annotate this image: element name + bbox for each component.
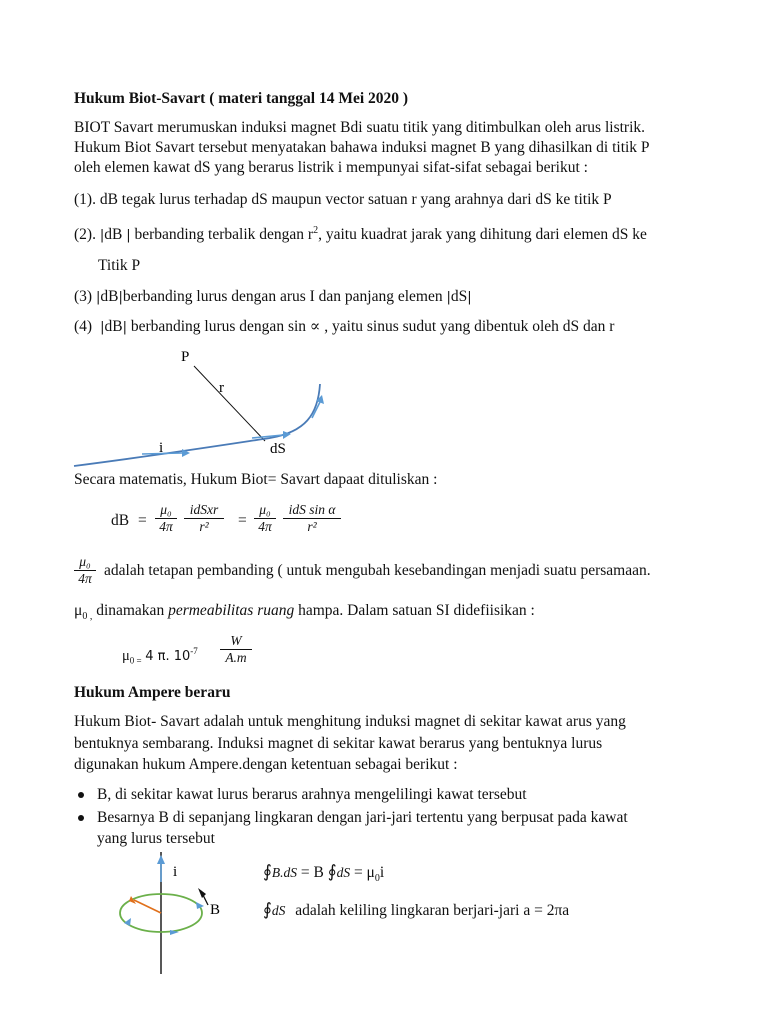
ds-label: dS [270, 441, 286, 457]
formula-lhs: dB [111, 512, 130, 529]
current-arrow-head [157, 855, 165, 864]
permeability-term: permeabilitas ruang [168, 602, 295, 619]
property-2-number: (2). [74, 226, 96, 244]
db-magnitude: dB [104, 226, 123, 244]
equation-equals-mu: = μ [350, 864, 375, 881]
biot-savart-diagram [0, 340, 768, 470]
contour-integral-symbol: ∮ [263, 862, 272, 882]
point-p-label: P [181, 349, 190, 365]
mu-symbol: μ [74, 602, 83, 619]
db-magnitude: dB [104, 318, 123, 335]
ampere-equation [263, 862, 384, 889]
property-4: (4) |dB| berbanding lurus dengan sin ∝ , yaitu sinus sudut yang dibentuk oleh dS dan r [74, 318, 615, 335]
intro-line: oleh elemen kawat dS yang berarus listrik i mempunyai sifat-sifat sebagai berikut : [74, 159, 588, 176]
b-direction-arrow-head [198, 888, 206, 898]
permeability-text-a: dinamakan [92, 602, 169, 619]
section-title-biot-savart: Hukum Biot-Savart ( materi tanggal 14 Mei 2020 ) [74, 90, 409, 107]
ds-magnitude: dS [450, 288, 468, 305]
circumference-text: adalah keliling lingkaran berjari-jari a = 2πa [295, 902, 570, 919]
intro-line: bentuknya sembarang. Induksi magnet di sekitar kawat berarus yang bentuknya lurus [74, 735, 603, 752]
equals-sign: = [238, 512, 247, 529]
property-4-number: (4) [74, 318, 93, 335]
contour-integral-symbol: ∮ [263, 900, 272, 920]
mu-subscript: 0 , [82, 611, 93, 623]
property-2-text-cont: , yaitu kuadrat jarak yang dihitung dari elemen dS ke [318, 226, 647, 244]
intro-line: Hukum Biot- Savart adalah untuk menghitung induksi magnet di sekitar kawat arus yang [74, 713, 626, 730]
integrand-ds: dS [336, 865, 351, 880]
bullet-point [78, 792, 84, 798]
property-4-text: berbanding lurus dengan sin ∝ , yaitu sinus sudut yang dibentuk oleh dS dan r [130, 318, 615, 335]
bullet-text: B, di sekitar kawat lurus berarus arahnya mengelilingi kawat tersebut [97, 786, 527, 803]
current-i-label: i [159, 440, 164, 456]
integrand-ds: dS [271, 903, 286, 918]
property-2-continuation: Titik P [98, 257, 141, 274]
property-2: (2). |dB | berbanding terbalik dengan $r^2$, yaitu kuadrat jarak yang dihitung dari elemen dS ke [74, 225, 647, 244]
unit-fraction: $\frac{W}{A.m}$ [220, 633, 252, 666]
permeability-line [74, 601, 535, 627]
current-i-label: i [173, 864, 178, 880]
equation-current: i [379, 864, 385, 881]
circumference-equation [263, 900, 569, 921]
constant-explanation: adalah tetapan pembanding ( untuk mengubah kesebandingan menjadi suatu persamaan. [104, 562, 651, 579]
property-3-text: berbanding lurus dengan arus I dan panjang elemen [122, 288, 443, 305]
radius-vector-line [194, 366, 265, 441]
cross-product-fraction: idSxr r² [184, 502, 224, 535]
intro-line: Hukum Biot Savart tersebut menyatakan bahawa induksi magnet B yang dihasilkan di titik P [74, 139, 650, 156]
integrand-b-ds: B.dS [271, 865, 297, 880]
equation-middle: = B [296, 864, 328, 881]
bullet-point [78, 815, 84, 821]
mu-zero-value [122, 642, 198, 671]
section-title-ampere: Hukum Ampere beraru [74, 684, 231, 701]
mu-symbol: μ [122, 647, 130, 664]
property-3-number: (3) [74, 288, 93, 305]
permeability-text-b: hampa. Dalam satuan SI didefiisikan : [294, 602, 535, 619]
sine-fraction: idS sin α r² [283, 502, 341, 535]
mu-value-number: 4 π. 10 [145, 648, 191, 664]
equals-sign: = [138, 512, 147, 529]
property-2-text: berbanding terbalik dengan r [134, 226, 314, 244]
bullet-text: Besarnya B di sepanjang lingkaran dengan jari-jari tertentu yang berpusat pada kawat [97, 809, 628, 826]
property-3: (3) |dB|berbanding lurus dengan arus I dan panjang elemen |dS| [74, 288, 472, 305]
mu-over-4pi-fraction: $\frac{\text{μ₀}}{4\pi}$ [254, 502, 276, 535]
mu-value-exponent: -7 [190, 646, 198, 656]
db-magnitude: dB [100, 288, 119, 305]
b-field-label: B [210, 902, 221, 918]
intro-line: BIOT Savart merumuskan induksi magnet Bdi suatu titik yang ditimbulkan oleh arus listrik. [74, 119, 645, 136]
mu-subscript: 0 = [129, 655, 142, 666]
math-intro: Secara matematis, Hukum Biot= Savart dapaat dituliskan : [74, 471, 438, 488]
intro-line: digunakan hukum Ampere.dengan ketentuan sebagai berikut : [74, 756, 458, 773]
bullet-text-continuation: yang lurus tersebut [97, 830, 215, 847]
mu-subscript: 0 [374, 873, 380, 885]
mu-over-4pi-fraction: $\frac{\text{μ₀}}{4\pi}$ [155, 502, 177, 535]
contour-integral-symbol: ∮ [327, 862, 337, 882]
property-1: (1). dB tegak lurus terhadap dS maupun vector satuan r yang arahnya dari dS ke titik P [74, 191, 612, 208]
radius-line [134, 900, 161, 913]
exponent: 2 [313, 225, 319, 236]
r-label: r [219, 380, 224, 396]
mu-over-4pi-fraction: $\frac{\text{μ₀}}{4\pi}$ [74, 554, 96, 587]
ampere-diagram [100, 852, 240, 976]
